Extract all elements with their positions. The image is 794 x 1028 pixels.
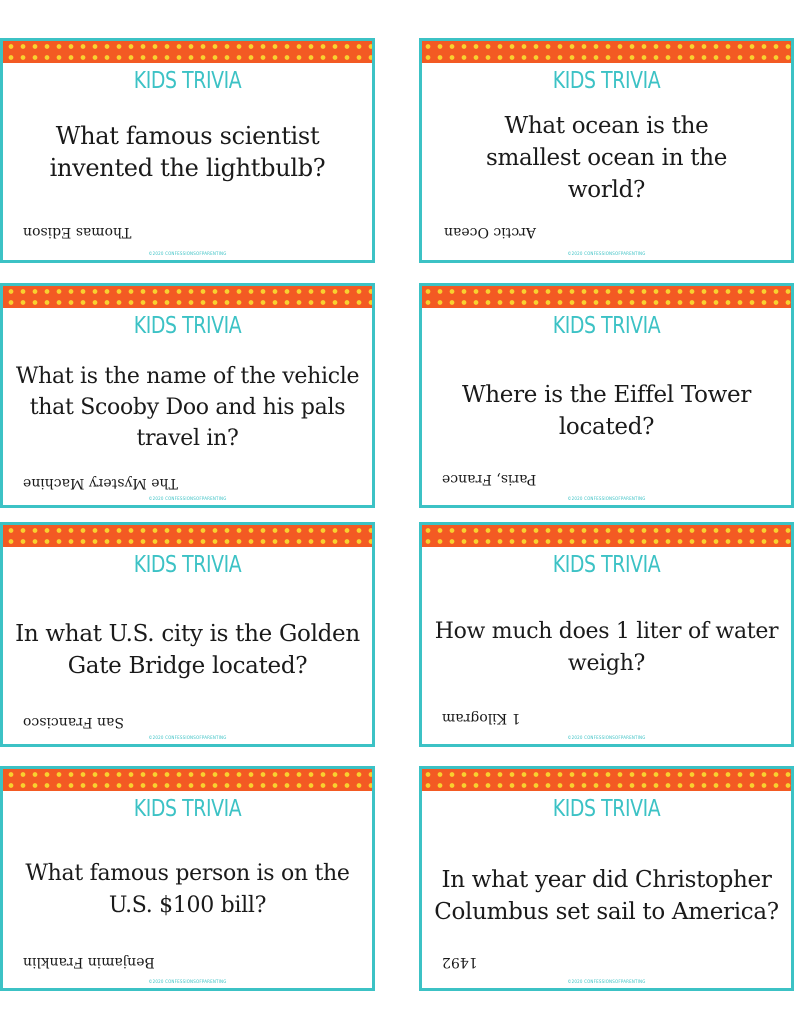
card-question	[9, 352, 366, 462]
copyright-text: ©2020 CONFESSIONSOFPARENTING	[148, 251, 227, 256]
card-question	[428, 841, 785, 951]
question-text: What is the name of the vehicle that Scooby Doo and his pals travel in?	[15, 363, 360, 451]
trivia-card-6	[419, 522, 794, 747]
card-answer-upside-down: Arctic Ocean	[444, 224, 537, 240]
polka-dot-banner	[422, 769, 791, 791]
card-heading: KIDS TRIVIA	[133, 68, 242, 94]
card-answer-upside-down: Thomas Edison	[23, 224, 132, 240]
polka-dot-banner	[3, 286, 372, 308]
card-answer-upside-down: Paris, France	[442, 471, 537, 487]
polka-dot-banner	[422, 286, 791, 308]
copyright-text: ©2020 CONFESSIONSOFPARENTING	[567, 496, 646, 501]
trivia-card-2	[419, 38, 794, 263]
trivia-card-8	[419, 766, 794, 991]
question-text: How much does 1 liter of water weigh?	[434, 619, 779, 676]
card-question	[428, 593, 785, 703]
card-heading: KIDS TRIVIA	[133, 552, 242, 578]
polka-dot-banner	[3, 525, 372, 547]
trivia-card-1	[0, 38, 375, 263]
card-answer-upside-down: 1492	[442, 954, 478, 970]
copyright-text: ©2020 CONFESSIONSOFPARENTING	[148, 496, 227, 501]
card-heading: KIDS TRIVIA	[552, 68, 661, 94]
card-question	[9, 595, 366, 705]
question-text: Where is the Eiffel Tower located?	[461, 382, 752, 440]
card-question	[9, 835, 366, 945]
question-text: What famous scientist invented the lightbulb?	[49, 122, 326, 182]
copyright-text: ©2020 CONFESSIONSOFPARENTING	[567, 251, 646, 256]
card-question	[428, 356, 785, 466]
card-question	[9, 97, 366, 207]
polka-dot-banner	[422, 525, 791, 547]
question-text: What ocean is the smallest ocean in the world?	[485, 113, 728, 203]
card-question	[428, 103, 785, 213]
polka-dot-banner	[422, 41, 791, 63]
card-heading: KIDS TRIVIA	[552, 313, 661, 339]
card-answer-upside-down: 1 Kilogram	[442, 710, 521, 726]
copyright-text: ©2020 CONFESSIONSOFPARENTING	[148, 735, 227, 740]
copyright-text: ©2020 CONFESSIONSOFPARENTING	[148, 979, 227, 984]
card-answer-upside-down: The Mystery Machine	[23, 475, 178, 491]
card-answer-upside-down: San Francisco	[23, 714, 124, 730]
copyright-text: ©2020 CONFESSIONSOFPARENTING	[567, 979, 646, 984]
card-heading: KIDS TRIVIA	[552, 552, 661, 578]
question-text: In what U.S. city is the Golden Gate Bridge located?	[15, 621, 360, 679]
polka-dot-banner	[3, 41, 372, 63]
polka-dot-banner	[3, 769, 372, 791]
card-answer-upside-down: Benjamin Franklin	[23, 954, 155, 970]
card-heading: KIDS TRIVIA	[133, 313, 242, 339]
copyright-text: ©2020 CONFESSIONSOFPARENTING	[567, 735, 646, 740]
trivia-card-5	[0, 522, 375, 747]
trivia-card-3	[0, 283, 375, 508]
trivia-card-4	[419, 283, 794, 508]
card-heading: KIDS TRIVIA	[552, 796, 661, 822]
question-text: In what year did Christopher Columbus set sail to America?	[434, 867, 779, 925]
trivia-card-7	[0, 766, 375, 991]
card-heading: KIDS TRIVIA	[133, 796, 242, 822]
question-text: What famous person is on the U.S. $100 bill?	[25, 861, 350, 918]
